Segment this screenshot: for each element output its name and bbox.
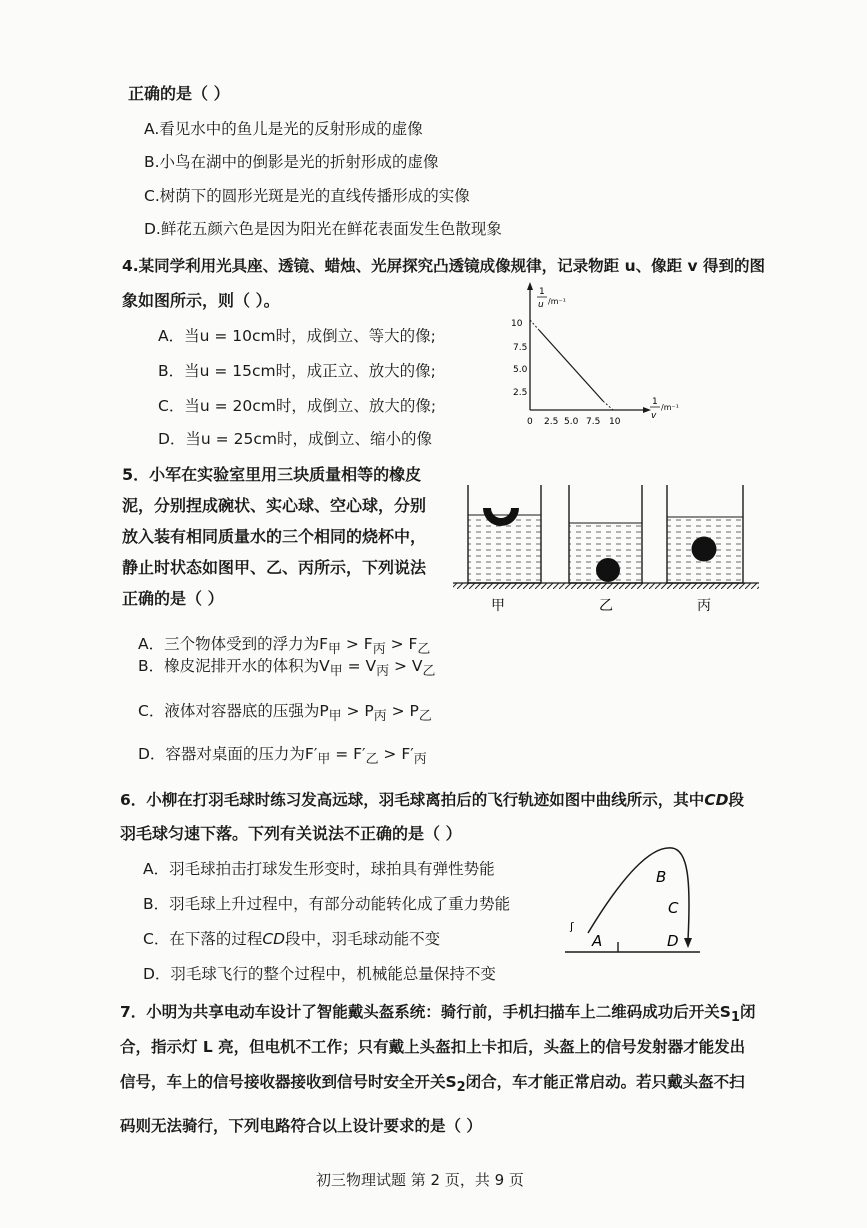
q4-x-tick: 7.5 xyxy=(586,417,601,427)
q4-x-tick: 2.5 xyxy=(544,417,559,427)
q4-y-tick: 2.5 xyxy=(513,388,528,398)
q3-stem-tail: 正确的是（ ） xyxy=(128,84,230,103)
beaker-jia xyxy=(468,485,541,583)
q4-data-line xyxy=(539,330,603,401)
q6-option-a: A．羽毛球拍击打球发生形变时，球拍具有弹性势能 xyxy=(143,860,495,878)
q3-option-c: C.树荫下的圆形光斑是光的直线传播形成的实像 xyxy=(144,187,470,205)
q4-y-label-den: u xyxy=(538,300,544,310)
beaker-bing xyxy=(667,485,743,583)
q7-line1: 7．小明为共享电动车设计了智能戴头盔系统：骑行前，手机扫描车上二维码成功后开关$S_1$闭 xyxy=(120,1003,756,1026)
q6-option-b: B．羽毛球上升过程中，有部分动能转化成了重力势能 xyxy=(143,895,511,913)
q6-stem-line2: 羽毛球匀速下落。下列有关说法不正确的是（ ） xyxy=(120,824,462,843)
q4-x-tick: 0 xyxy=(527,417,533,427)
q6-trajectory-figure xyxy=(560,840,710,960)
point-a-label: A xyxy=(592,932,603,950)
q6-stem-line1: 6．小柳在打羽毛球时练习发高远球，羽毛球离拍后的飞行轨迹如图中曲线所示，其中CD段 xyxy=(120,791,745,809)
q5-option-d: D．容器对桌面的压力为$F'_甲 = F'_乙 > F'_丙$ xyxy=(138,745,427,768)
q4-x-label-den: v xyxy=(651,411,657,421)
q5-option-b: B．橡皮泥排开水的体积为$V_甲 = V_丙 > V_乙$ xyxy=(138,657,436,680)
q5-option-a: A．三个物体受到的浮力为$F_甲 > F_丙 > F_乙$ xyxy=(138,635,431,658)
point-b-label: B xyxy=(656,868,667,886)
q4-x-tick: 10 xyxy=(609,417,621,427)
page-footer: 初三物理试题 第 2 页，共 9 页 xyxy=(316,1171,524,1189)
q6-option-d: D．羽毛球飞行的整个过程中，机械能总量保持不变 xyxy=(143,965,496,983)
point-d-label: D xyxy=(667,932,679,950)
q5-stem-line4: 静止时状态如图甲、乙、丙所示，下列说法 xyxy=(122,558,427,577)
q4-y-unit: /m⁻¹ xyxy=(548,297,566,306)
q4-option-c: C．当u = 20cm时，成倒立、放大的像; xyxy=(158,397,437,415)
q5-stem-line2: 泥，分别捏成碗状、实心球、空心球，分别 xyxy=(122,496,427,515)
q7-line2: 合，指示灯 L 亮，但电机不工作；只有戴上头盔扣上卡扣后，头盔上的信号发射器才能发出 xyxy=(120,1038,746,1056)
beaker-label-yi: 乙 xyxy=(599,598,613,614)
q4-x-unit: /m⁻¹ xyxy=(661,403,679,412)
q4-graph xyxy=(505,280,685,432)
hollow-ball xyxy=(692,537,717,562)
q4-x-label-num: 1 xyxy=(652,397,658,407)
point-c-label: C xyxy=(668,899,679,917)
beaker-label-jia: 甲 xyxy=(491,598,505,614)
q4-x-tick: 5.0 xyxy=(564,417,579,427)
q4-y-label-num: 1 xyxy=(539,287,545,297)
q6-option-c: C．在下落的过程CD段中，羽毛球动能不变 xyxy=(143,930,441,948)
q4-option-b: B．当u = 15cm时，成正立、放大的像; xyxy=(158,362,436,380)
q3-option-d: D.鲜花五颜六色是因为阳光在鲜花表面发生色散现象 xyxy=(144,220,502,238)
beaker-label-bing: 丙 xyxy=(697,598,711,614)
solid-ball xyxy=(596,558,620,582)
q5-stem-line5: 正确的是（ ） xyxy=(122,589,224,608)
q5-stem-line3: 放入装有相同质量水的三个相同的烧杯中， xyxy=(122,527,427,546)
q7-line4: 码则无法骑行，下列电路符合以上设计要求的是（ ） xyxy=(120,1117,482,1135)
q3-option-b: B.小鸟在湖中的倒影是光的折射形成的虚像 xyxy=(144,153,439,171)
beaker-yi xyxy=(569,485,642,583)
q3-option-a: A.看见水中的鱼儿是光的反射形成的虚像 xyxy=(144,120,423,138)
racket-mark: ʃ xyxy=(570,920,574,933)
q7-line3: 信号，车上的信号接收器接收到信号时安全开关$S_2$闭合，车才能正常启动。若只戴头盔不扫 xyxy=(120,1073,745,1096)
q4-stem-line2: 象如图所示，则（ ）。 xyxy=(122,291,280,310)
q4-option-d: D．当u = 25cm时，成倒立、缩小的像 xyxy=(158,430,432,448)
q4-y-tick: 10 xyxy=(511,319,523,329)
q4-stem-line1: 4.某同学利用光具座、透镜、蜡烛、光屏探究凸透镜成像规律，记录物距 u、像距 v 得到的图 xyxy=(122,257,766,275)
q4-option-a: A．当u = 10cm时，成倒立、等大的像; xyxy=(158,327,436,345)
trajectory-curve xyxy=(588,848,689,940)
q5-beakers-figure xyxy=(445,475,765,620)
q4-y-tick: 5.0 xyxy=(513,365,528,375)
q4-y-tick: 7.5 xyxy=(513,343,528,353)
q5-option-c: C．液体对容器底的压强为$P_甲 > P_丙 > P_乙$ xyxy=(138,702,432,725)
q5-stem-line1: 5．小军在实验室里用三块质量相等的橡皮 xyxy=(122,465,422,484)
